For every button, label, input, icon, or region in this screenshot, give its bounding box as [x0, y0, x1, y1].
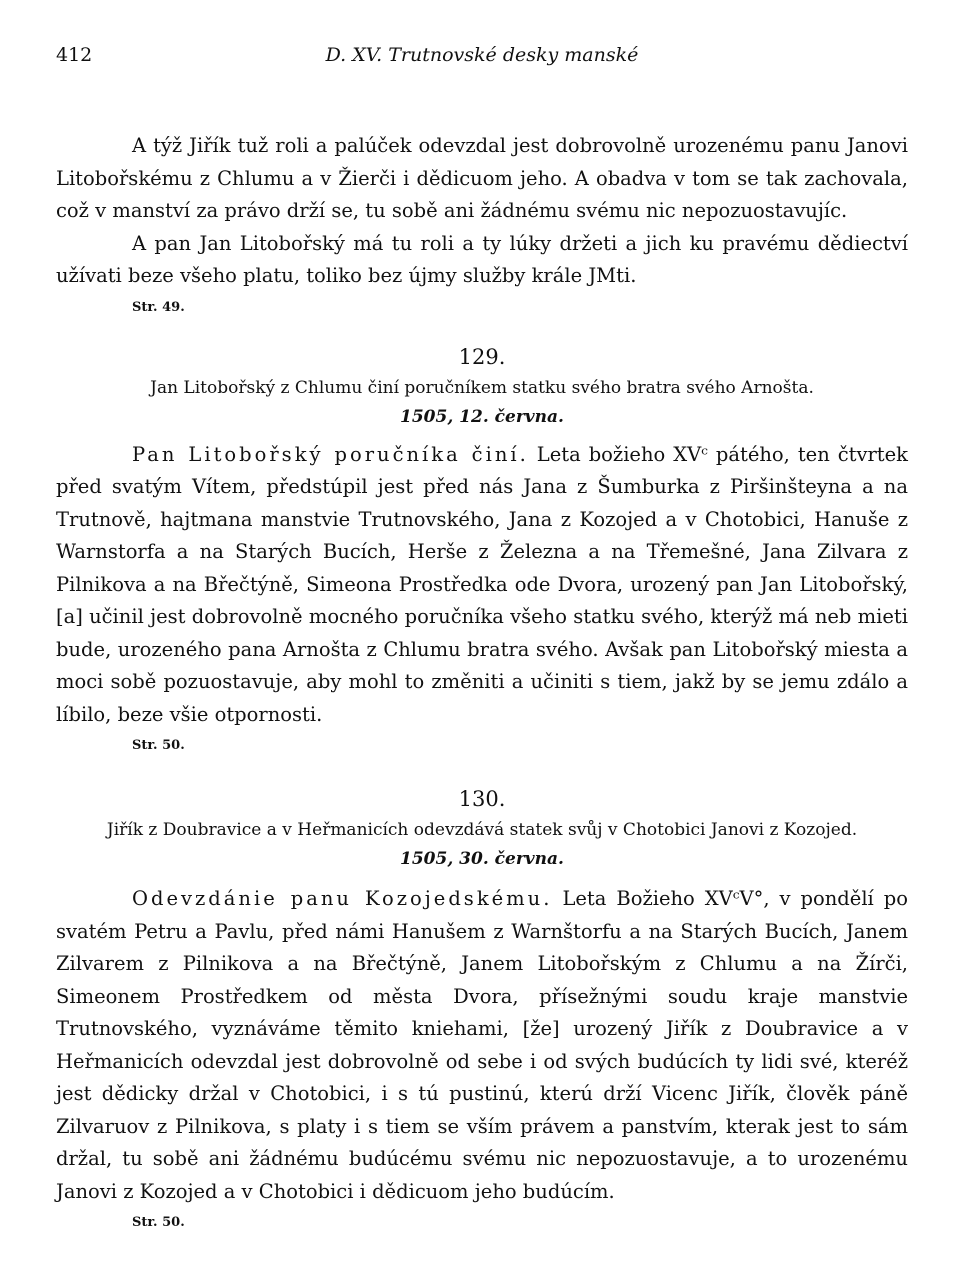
document-body: Leta božieho XVᶜ pátého, ten čtvrtek před svatým Vítem, předstúpil jest před nás Jana z Šumburka z Piršinšteyna a na Trutnově, hajtmana manstvie Trutnovského, Jana z Kozojed a v Chotobici, Hanuše z Warnstorfa a na Starých Bucích, Herše z Železna a na Třemešné, Jana Zilvara z Pilnikova a na Břečtýně, Simeona Prostředka ode Dvora, urozený pan Jan Litobořský, [a] učinil jest dobrovolně mocného poručníka všeho statku svého, kterýž má neb mieti bude, urozeného pana Arnošta z Chlumu bratra svého. Avšak pan Litobořský miesta a moci sobě pozuostavuje, aby mohl to změniti a učiniti s tiem, jakž by se jemu zdálo a líbilo, beze všie otpornosti.: [56, 442, 908, 726]
source-reference: Str. 50.: [132, 738, 185, 753]
document-text: [56, 439, 908, 732]
document-lead: Odevzdánie panu Kozojedskému.: [132, 887, 553, 910]
document-text: [56, 883, 908, 1208]
running-title: D. XV. Trutnovské desky manské: [325, 44, 639, 66]
document-lead: Pan Litobořský poručníka činí.: [132, 442, 529, 466]
document-number: 130.: [458, 787, 506, 811]
document-number: 129.: [458, 344, 506, 369]
intro-paragraph-1: A týž Jiřík tuž roli a palúček odevzdal jest dobrovolně urozenému panu Janovi Litobořskému z Chlumu a v Žierči i dědicuom jeho. A obadva v tom se tak zachovala, což v manství za právo drží se, tu sobě ani žádnému svému nic nepozuostavujíc.: [56, 134, 908, 222]
page-number: 412: [56, 44, 93, 66]
document-summary: Jiřík z Doubravice a v Heřmanicích odevzdává statek svůj v Chotobici Janovi z Kozojed.: [106, 820, 858, 840]
document-section-130: [56, 785, 908, 1234]
document-date: 1505, 12. června.: [400, 406, 564, 427]
document-page: [56, 44, 908, 1234]
document-summary: Jan Litobořský z Chlumu činí poručníkem statku svého bratra svého Arnošta.: [150, 377, 814, 398]
document-body: Leta Božieho XVᶜV°, v pondělí po svatém Petru a Pavlu, před námi Hanušem z Warnštorfu a na Starých Bucích, Janem Zilvarem z Pilnikova a na Břečtýně, Janem Litobořským z Chlumu a na Žírči, Simeonem Prostředkem od města Dvora, přísežnými soudu kraje manstvie Trutnovského, vyznáváme těmito kniehami, [že] urozený Jiřík z Doubravice a v Heřmanicích odevzdal jest dobrovolně od sebe i od svých budúcích ty lidi své, kteréž jest dědicky držal v Chotobici, i s tú pustinú, kterú drží Vicenc Jiřík, člověk páně Zilvaruov z Pilnikova, s platy i s tiem se vším právem a panstvím, kterak jest to sám držal, tu sobě ani žádnému budúcému svému nic nepozuostavuje, a to urozenému Janovi z Kozojed a v Chotobici i dědicuom jeho budúcím.: [56, 887, 909, 1203]
page-header: [56, 44, 908, 78]
source-reference: Str. 50.: [132, 1215, 185, 1230]
intro-paragraph-2: A pan Jan Litobořský má tu roli a ty lúky držeti a jich ku pravému dědiectví užívati beze všeho platu, toliko bez újmy služby krále JMti.: [56, 231, 908, 287]
document-section-129: [56, 343, 908, 758]
document-date: 1505, 30. června.: [400, 849, 564, 869]
source-reference: Str. 49.: [132, 299, 185, 315]
